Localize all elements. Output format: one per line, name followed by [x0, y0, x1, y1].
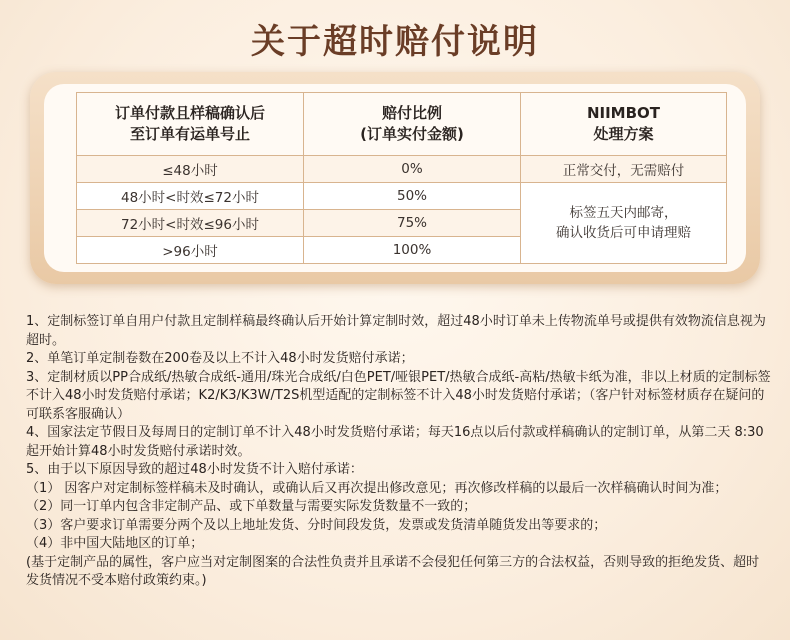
header-plan-line2: 处理方案	[593, 125, 654, 143]
header-ratio-line2: (订单实付金额)	[360, 125, 464, 143]
note-5-4: （4）非中国大陆地区的订单；	[26, 536, 204, 551]
ratio-cell: 50%	[304, 183, 521, 210]
time-cell: ≤48小时	[77, 156, 304, 183]
note-1: 1、定制标签订单自用户付款且定制样稿最终确认后开始计算定制时效，超过48小时订单未上传物流单号或提供有效物流信息视为超时。	[26, 314, 766, 348]
header-time-line1: 订单付款且样稿确认后	[114, 104, 265, 122]
plan-line1: 标签五天内邮寄，	[569, 205, 678, 221]
note-4: 4、国家法定节假日及每周日的定制订单不计入48小时发货赔付承诺；每天16点以后付款或样稿确认的定制订单，从第二天 8:30 起开始计算48小时发货赔付承诺时效。	[26, 425, 764, 459]
table-row	[77, 183, 727, 210]
header-plan	[521, 93, 727, 156]
note-3: 3、定制材质以PP合成纸/热敏合成纸-通用/珠光合成纸/白色PET/哑银PET/热敏合成纸-高粘/热敏卡纸为准，非以上材质的定制标签不计入48小时发货赔付承诺；K2/K3/K3W/T2S机型适配的定制标签不计入48小时发货赔付承诺；（客户针对标签材质存在疑问的可联系客服确认）	[26, 369, 771, 422]
ratio-cell: 100%	[304, 237, 521, 264]
note-disclaimer: (基于定制产品的属性，客户应当对定制图案的合法性负责并且承诺不会侵犯任何第三方的合法权益，否则导致的拒绝发货、超时发货情况不受本赔付政策约束。)	[26, 554, 760, 588]
note-5-1: （1） 因客户对定制标签样稿未及时确认，或确认后又再次提出修改意见；再次修改样稿的以最后一次样稿确认时间为准；	[26, 480, 728, 496]
table-row	[77, 156, 727, 183]
header-ratio-line1: 赔付比例	[381, 104, 442, 122]
note-5-2: （2）同一订单内包含非定制产品、或下单数量与需要实际发货数量不一致的；	[26, 499, 477, 514]
page-title: 关于超时赔付说明	[251, 22, 539, 62]
header-time	[77, 93, 304, 156]
note-5-3: （3）客户要求订单需要分两个及以上地址发货、分时间段发货，发票或发货清单随货发出等要求的；	[26, 517, 607, 533]
ratio-cell: 0%	[304, 156, 521, 183]
note-5: 5、由于以下原因导致的超过48小时发货不计入赔付承诺：	[26, 462, 363, 477]
header-plan-line1: NIIMBOT	[586, 104, 661, 122]
compensation-card-inner	[44, 84, 746, 272]
header-ratio	[304, 93, 521, 156]
note-2: 2、单笔订单定制卷数在200卷及以上不计入48小时发货赔付承诺；	[26, 351, 414, 366]
header-time-line2: 至订单有运单号止	[129, 125, 250, 143]
terms-notes	[26, 313, 772, 591]
ratio-cell: 75%	[304, 210, 521, 237]
plan-cell: 正常交付，无需赔付	[521, 156, 727, 183]
compensation-table	[76, 92, 727, 264]
compensation-card	[30, 72, 760, 284]
time-cell: >96小时	[77, 237, 304, 264]
time-cell: 72小时<时效≤96小时	[77, 210, 304, 237]
plan-cell-merged	[521, 183, 727, 264]
table-header-row	[77, 93, 727, 156]
plan-line2: 确认收货后可申请理赔	[556, 225, 691, 241]
time-cell: 48小时<时效≤72小时	[77, 183, 304, 210]
